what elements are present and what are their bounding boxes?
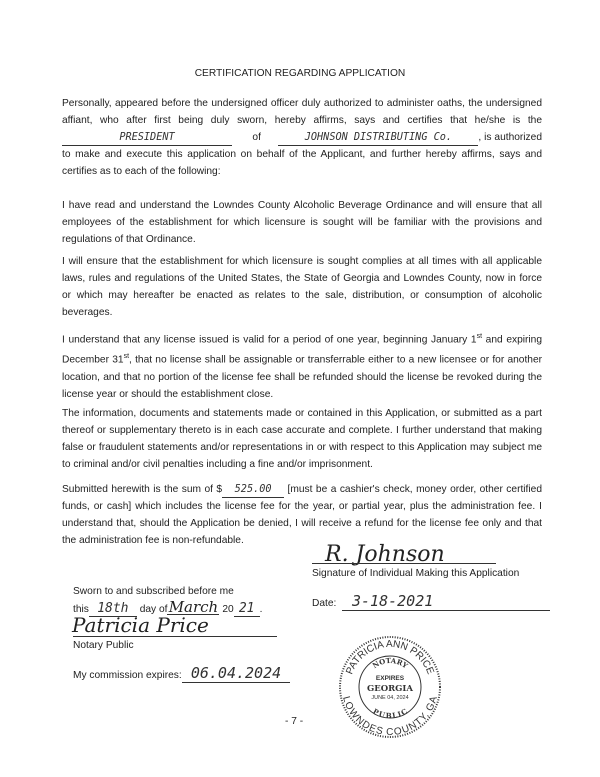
day-of-text: day of: [139, 604, 168, 615]
document-title: CERTIFICATION REGARDING APPLICATION: [194, 68, 406, 79]
seal-state-text: GEORGIA: [366, 684, 414, 694]
seal-date-text: JUNE 04, 2024: [371, 695, 409, 701]
year-field: 21: [234, 602, 260, 617]
signature-label: Signature of Individual Making this Application: [312, 568, 520, 579]
month-field: March: [168, 598, 219, 616]
applicant-signature: R. Johnson: [325, 542, 445, 567]
fee-amount-field: 525.00: [222, 483, 284, 498]
fee-text-a: Submitted herewith is the sum of $: [62, 484, 223, 495]
notary-seal: [338, 635, 442, 739]
svg-text:NOTARY: [371, 656, 410, 671]
of-text: of: [252, 132, 261, 143]
date-field: 3-18-2021: [342, 592, 550, 611]
day-field: 18th: [89, 602, 137, 617]
company-field: JOHNSON DISTRIBUTING Co.: [278, 131, 478, 146]
fee-text-b: [must be a cashier's check, money order, other certified funds, or cash] which includes the license fee for the year, or partial year, plus the administration fee. I understand that, should the Application be denied, I will receive a refund for the license fee only and that the administration fee is non-refundable.: [62, 484, 542, 546]
term-text-b: and expiring December 31: [62, 334, 542, 366]
paragraph-license-term: [62, 328, 542, 403]
date-label: Date:: [312, 598, 337, 609]
paragraph-ordinance: I have read and understand the Lowndes County Alcoholic Beverage Ordinance and will ensure that all employees of the establishment for which licensure is sought will be familiar with the provisions and regulations of that Ordinance.: [62, 200, 542, 245]
notary-signature: Patricia Price: [72, 613, 209, 637]
notary-public-label: Notary Public: [73, 640, 134, 651]
term-text-a: I understand that any license issued is valid for a period of one year, beginning January 1: [62, 334, 477, 346]
sworn-date-line: this 18th day ofMarch 20 21 .: [73, 598, 263, 616]
authorized-text: , is authorized to make and execute this application on behalf of the Applicant, and further hereby affirms, says and certifies as to each of the following:: [62, 132, 542, 177]
paragraph-affiant: [62, 95, 542, 180]
paragraph-fee: [62, 481, 542, 549]
affiant-title-field: PRESIDENT: [62, 131, 232, 146]
seal-top-text: PATRICIA ANN PRICE: [344, 638, 436, 676]
affiant-text: Personally, appeared before the undersigned officer duly authorized to administer oaths, the undersigned affiant, who after first being duly sworn, hereby affirms, says and certifies that he/she is the: [62, 98, 542, 126]
sup-st: st: [476, 333, 483, 340]
seal-expires-text: EXPIRES: [375, 675, 405, 682]
seal-bottom-text: LOWNDES COUNTY, GA: [339, 695, 441, 739]
seal-notary-text: NOTARY: [370, 655, 410, 671]
commission-label: My commission expires:: [73, 670, 182, 681]
signature-line: [312, 563, 496, 564]
page-number: - 7 -: [285, 716, 304, 727]
year-prefix: 20: [222, 604, 234, 615]
term-text-c: , that no license shall be assignable or transferrable either to a new licensee or for another location, and that no portion of the license fee shall be refunded should the license be revoked during the license year or should the establishment close.: [62, 354, 543, 400]
seal-public-text: PUBLIC: [371, 706, 409, 720]
paragraph-accuracy: The information, documents and statements made or contained in this Application, or submitted as a part thereof or supplementary thereto is in each case accurate and complete. I further understand that making false or fraudulent statements and/or representations in or with respect to this Application may subject me to criminal and/or civil penalties including a fine and/or imprisonment.: [62, 408, 542, 470]
sup-st: st: [123, 353, 130, 361]
svg-text:PUBLIC: [372, 706, 409, 720]
this-text: this: [73, 604, 89, 615]
sworn-text: Sworn to and subscribed before me: [73, 586, 234, 597]
paragraph-compliance: I will ensure that the establishment for which licensure is sought complies at all times with all applicable laws, rules and regulations of the United States, the State of Georgia and Lowndes County, now in force or which may hereafter be enacted as relates to the sale, distribution, or consumption of alcoholic beverages.: [62, 256, 542, 318]
commission-expires-field: 06.04.2024: [182, 664, 290, 683]
notary-signature-line: [73, 636, 277, 637]
